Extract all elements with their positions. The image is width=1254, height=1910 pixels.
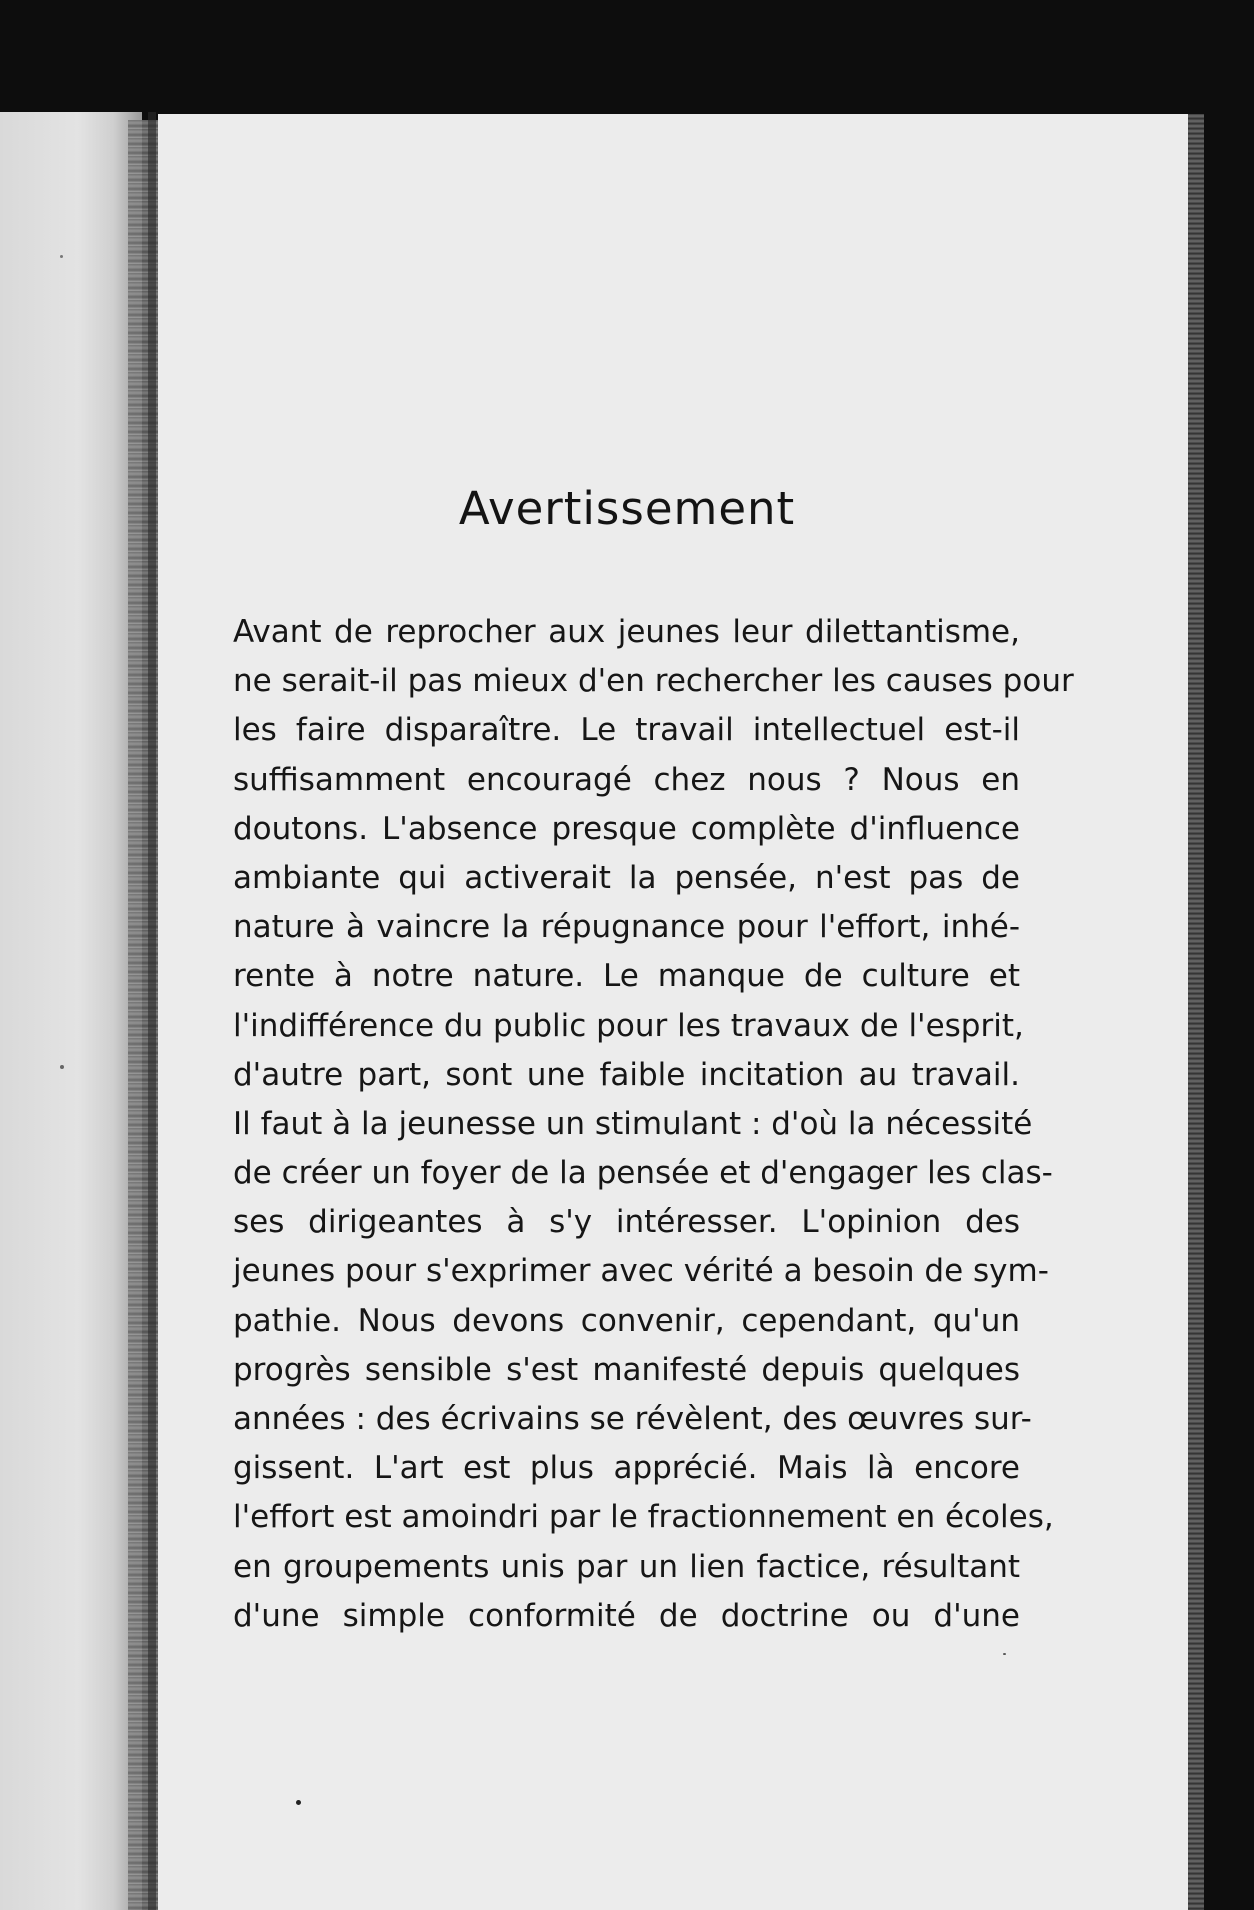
text-line: l'effort est amoindri par le fractionnement en écoles, [233,1499,1054,1536]
text-line: années : des écrivains se révèlent, des œuvres sur- [233,1401,1032,1437]
text-line: ambiante qui activerait la pensée, n'est pas de [233,859,1020,896]
dust-speck [60,255,63,258]
text-line: Il faut à la jeunesse un stimulant : d'où la nécessité [233,1105,1033,1142]
page-title: Avertissement [458,482,796,535]
text-line: gissent. L'art est plus apprécié. Mais là encore [233,1450,1020,1487]
dust-speck [60,1065,64,1069]
text-line: d'autre part, sont une faible incitation au travail. [233,1056,1020,1093]
text-line: Avant de reprocher aux jeunes leur dilettantisme, [233,614,1020,650]
text-line: doutons. L'absence presque complète d'influence [233,810,1020,847]
text-line: ne serait-il pas mieux d'en rechercher les causes pour [233,663,1074,700]
text-line: en groupements unis par un lien factice, résultant [233,1548,1020,1585]
text-line: l'indifférence du public pour les travaux de l'esprit, [233,1007,1024,1044]
dust-speck [296,1800,301,1805]
body-paragraph [233,608,1074,1641]
dust-speck [1003,1653,1006,1655]
text-line: jeunes pour s'exprimer avec vérité a besoin de sym- [233,1253,1049,1290]
left-page-margin [0,112,142,1910]
text-line: rente à notre nature. Le manque de culture et [233,958,1020,995]
text-line: les faire disparaître. Le travail intellectuel est-il [233,712,1020,749]
text-line: nature à vaincre la répugnance pour l'effort, inhé- [233,909,1020,946]
text-line: d'une simple conformité de doctrine ou d'une [233,1597,1020,1634]
text-line: progrès sensible s'est manifesté depuis quelques [233,1351,1020,1388]
text-line: ses dirigeantes à s'y intéresser. L'opinion des [233,1204,1020,1241]
page-edge [1188,114,1204,1910]
text-line: suffisamment encouragé chez nous ? Nous en [233,761,1020,798]
text-line: pathie. Nous devons convenir, cependant, qu'un [233,1302,1020,1339]
gutter-shadow [148,112,156,1910]
text-line: de créer un foyer de la pensée et d'engager les clas- [233,1155,1053,1192]
